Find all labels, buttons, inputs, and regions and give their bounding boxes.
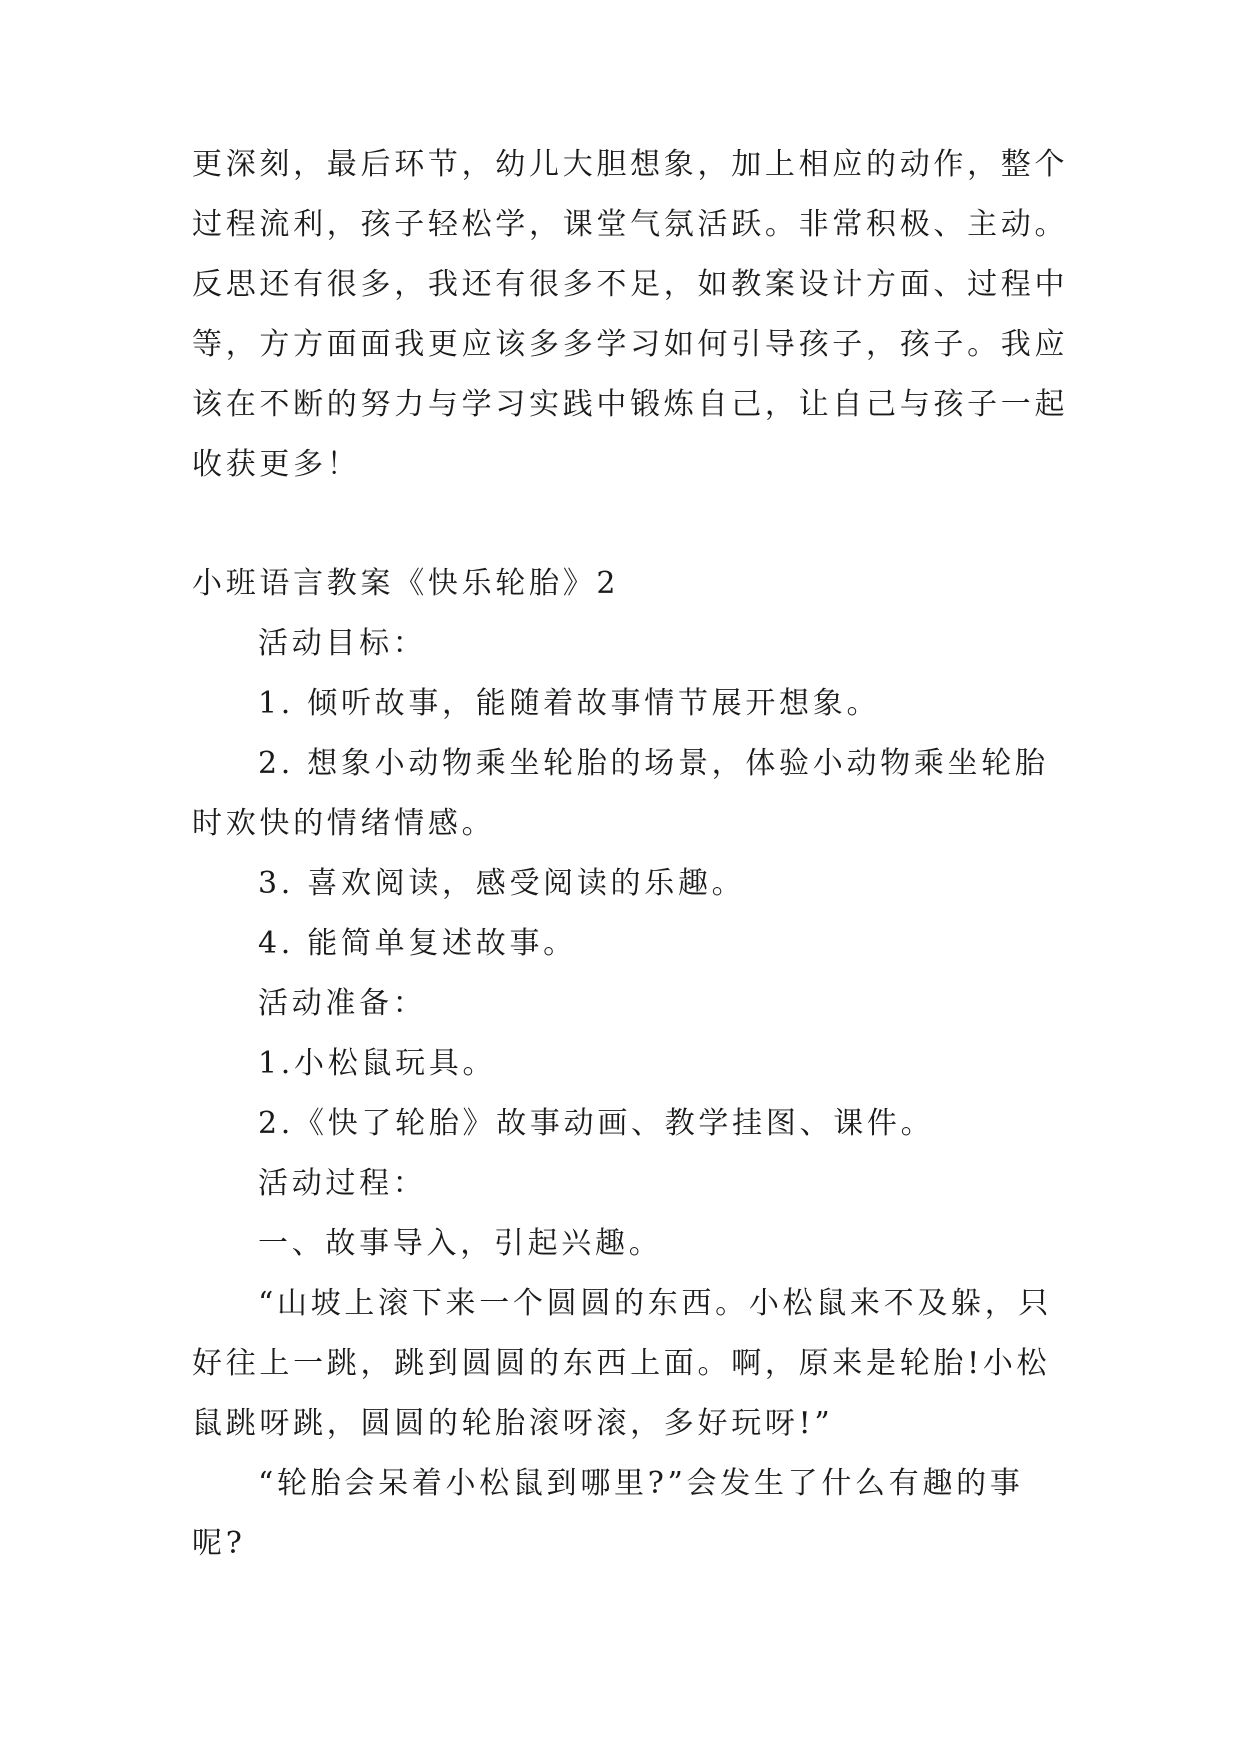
goal-item-3: 3. 喜欢阅读，感受阅读的乐趣。 (258, 866, 746, 901)
goal-item-2-line-2: 时欢快的情绪情感。 (192, 806, 496, 841)
intro-line-4: 等，方方面面我更应该多多学习如何引导孩子，孩子。我应 (192, 327, 1069, 362)
story-quote-2-line-2: 呢? (192, 1526, 246, 1561)
intro-line-3: 反思还有很多，我还有很多不足，如教案设计方面、过程中 (192, 267, 1069, 302)
prep-item-1: 1.小松鼠玩具。 (258, 1046, 497, 1081)
intro-line-1: 更深刻，最后环节，幼儿大胆想象，加上相应的动作，整个 (192, 147, 1069, 182)
intro-line-6: 收获更多！ (192, 447, 361, 482)
goal-item-1: 1. 倾听故事，能随着故事情节展开想象。 (258, 686, 881, 721)
goals-heading: 活动目标： (258, 626, 427, 661)
story-quote-2-line-1: “轮胎会呆着小松鼠到哪里?”会发生了什么有趣的事 (258, 1466, 1024, 1501)
goal-item-2-line-1: 2. 想象小动物乘坐轮胎的场景，体验小动物乘坐轮胎 (258, 746, 1049, 781)
prep-item-2: 2.《快了轮胎》故事动画、教学挂图、课件。 (258, 1106, 935, 1141)
section-title: 小班语言教案《快乐轮胎》2 (192, 566, 620, 601)
story-quote-1-line-1: “山坡上滚下来一个圆圆的东西。小松鼠来不及躲，只 (258, 1286, 1053, 1321)
process-step-1: 一、故事导入，引起兴趣。 (258, 1226, 663, 1261)
goal-item-4: 4. 能简单复述故事。 (258, 926, 577, 961)
story-quote-1-line-2: 好往上一跳，跳到圆圆的东西上面。啊，原来是轮胎!小松 (192, 1346, 1051, 1381)
intro-line-2: 过程流利，孩子轻松学，课堂气氛活跃。非常积极、主动。 (192, 207, 1069, 242)
prep-heading: 活动准备： (258, 986, 427, 1021)
story-quote-1-line-3: 鼠跳呀跳，圆圆的轮胎滚呀滚，多好玩呀!” (192, 1406, 834, 1441)
process-heading: 活动过程： (258, 1166, 427, 1201)
intro-line-5: 该在不断的努力与学习实践中锻炼自己，让自己与孩子一起 (192, 387, 1069, 422)
